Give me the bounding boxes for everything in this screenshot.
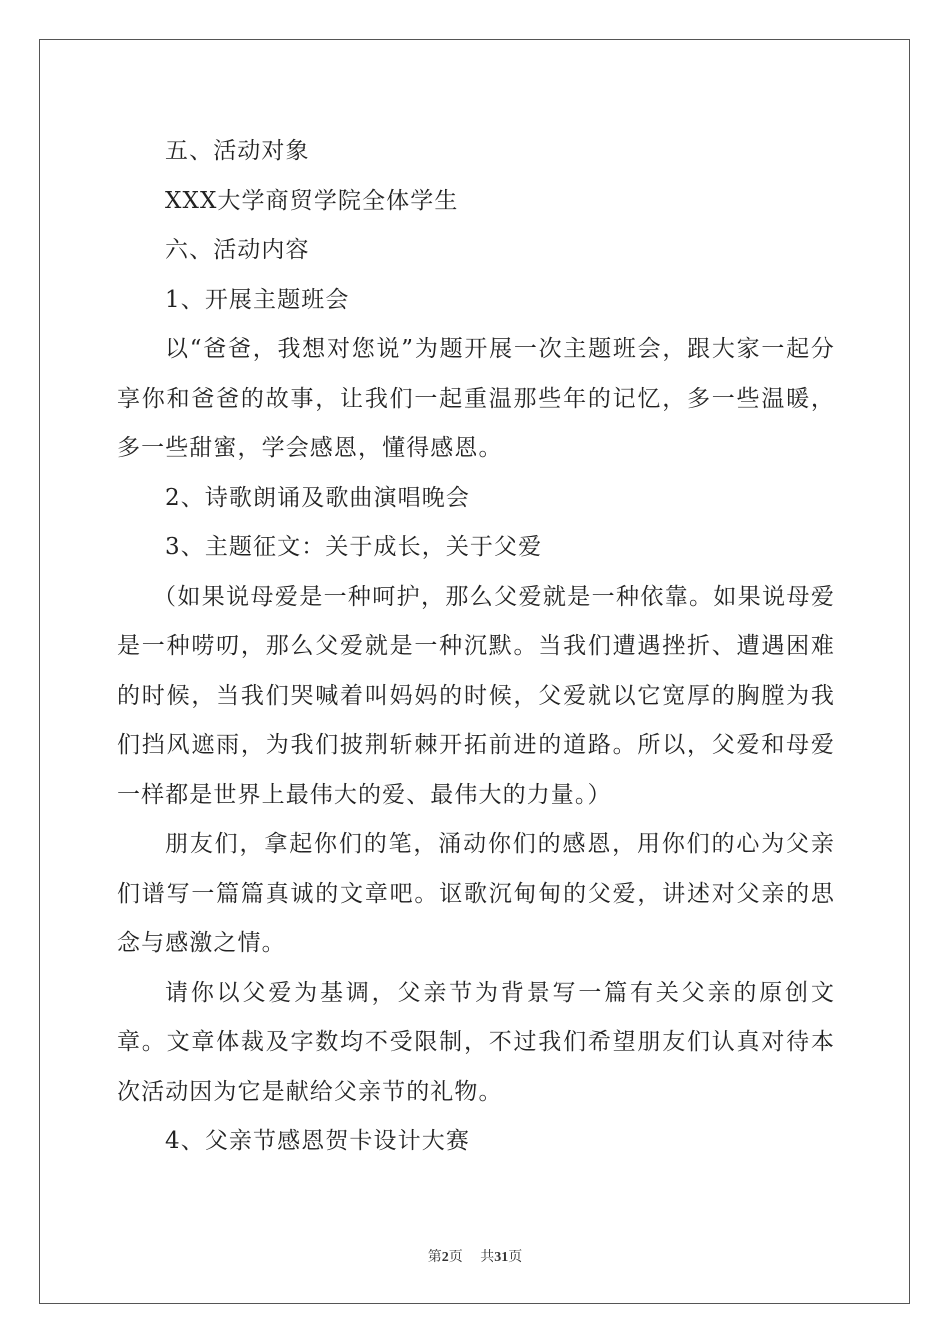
page-number: 2 (441, 1250, 449, 1265)
content-item-1: 1、开展主题班会 (165, 286, 350, 313)
paragraph-guidelines: 请你以父爱为基调，父亲节为背景写一篇有关父亲的原创文章。文章体裁及字数均不受限制，不过我们希望朋友们认真对待本次活动因为它是献给父亲节的礼物。 (117, 979, 835, 1105)
activity-target: XXX大学商贸学院全体学生 (165, 187, 459, 214)
page-prefix: 第 (427, 1250, 442, 1265)
content-item-2: 2、诗歌朗诵及歌曲演唱晚会 (165, 484, 470, 511)
total-suffix: 页 (508, 1250, 523, 1265)
section-heading-5: 五、活动对象 (165, 138, 310, 164)
page-suffix: 页 (448, 1250, 463, 1265)
document-body (117, 127, 835, 1167)
paragraph-friends: 朋友们，拿起你们的笔，涌动你们的感恩，用你们的心为父亲们谱写一篇篇真诚的文章吧。讴歌沉甸甸的父爱，讲述对父亲的思念与感激之情。 (117, 831, 835, 956)
paragraph-father-love: （如果说母爱是一种呵护，那么父爱就是一种依靠。如果说母爱是一种唠叨，那么父爱就是一种沉默。当我们遭遇挫折、遭遇困难的时候，当我们哭喊着叫妈妈的时候，父爱就以它宽厚的胸膛为我们挡风遮雨，为我们披荆斩棘开拓前进的道路。所以，父爱和母爱一样都是世界上最伟大的爱、最伟大的力量。） (117, 583, 835, 808)
content-item-3: 3、主题征文：关于成长，关于父爱 (165, 534, 543, 560)
content-item-4: 4、父亲节感恩贺卡设计大赛 (165, 1128, 470, 1154)
paragraph-class-meeting: 以“爸爸，我想对您说”为题开展一次主题班会，跟大家一起分享你和爸爸的故事，让我们一起重温那些年的记忆，多一些温暖，多一些甜蜜，学会感恩，懂得感恩。 (117, 336, 835, 461)
section-heading-6: 六、活动内容 (165, 237, 310, 263)
page-footer (0, 1246, 950, 1266)
total-prefix: 共 (480, 1250, 495, 1265)
total-pages: 31 (494, 1250, 509, 1265)
